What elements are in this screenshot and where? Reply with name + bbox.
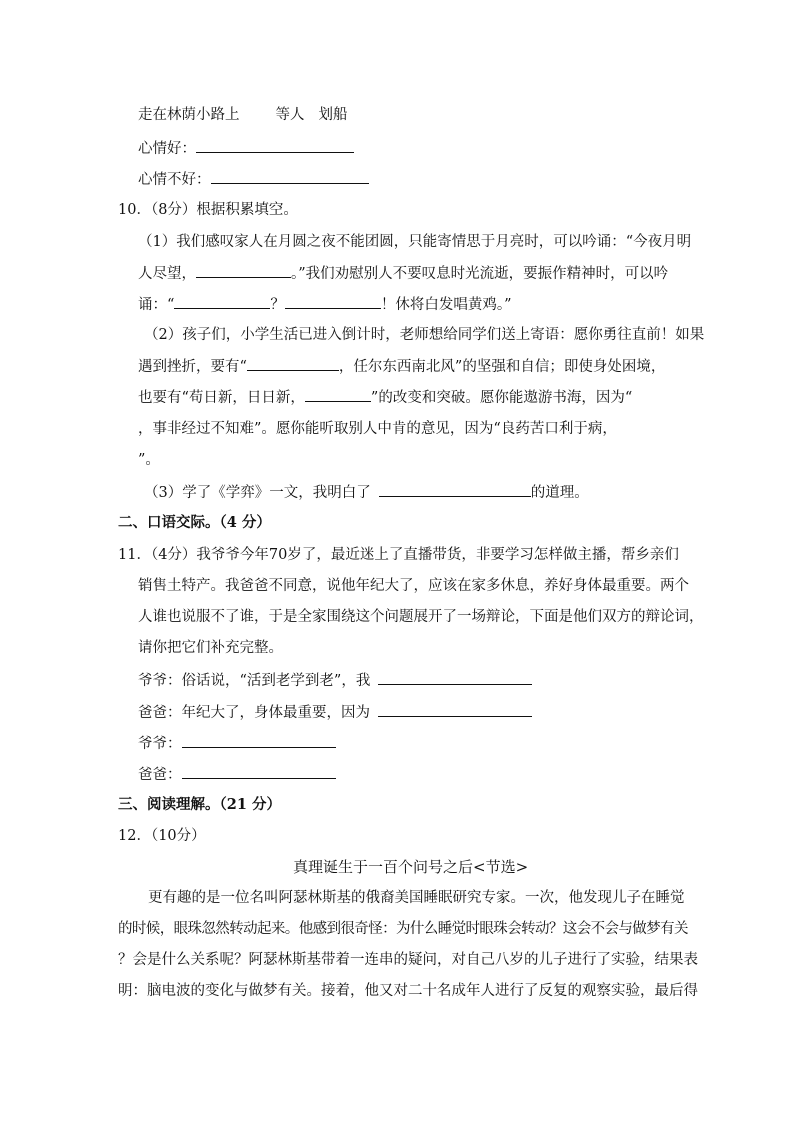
mood-good-line [138, 138, 354, 159]
section2-header: 二、口语交际。（4 分） [118, 514, 271, 531]
q11-line3: 人谁也说服不了谁，于是全家围绕这个问题展开了一场辩论，下面是他们双方的辩论词， [138, 609, 704, 625]
dad-line-2 [138, 764, 336, 785]
text: 爷爷： [138, 736, 182, 752]
text: 也要有“苟日新，日日新， [138, 390, 305, 406]
mood-bad-line [138, 169, 369, 190]
q11-line1: 11．（4分）我爷爷今年70岁了，最近迷上了直播带货，非要学习怎样做主播，帮乡亲们 [118, 547, 679, 563]
q10-p2-line5: ”。 [138, 452, 160, 468]
q10-p1-line2 [138, 263, 668, 284]
text: ，任尔东西南北风”的坚强和自信；即使身处困境， [338, 359, 666, 375]
text: 爷爷：俗话说，“活到老学到老”，我 [138, 673, 371, 689]
option-text: 划船 [318, 107, 348, 123]
q10-p1-line1: （1）我们感叹家人在月圆之夜不能团圆，只能寄情思于月亮时，可以吟诵：“今夜月明 [138, 234, 692, 250]
answer-blank[interactable] [285, 294, 381, 309]
q10-p2-line3 [138, 387, 632, 408]
answer-blank[interactable] [182, 764, 336, 779]
options-line [138, 105, 348, 125]
answer-blank[interactable] [378, 702, 532, 717]
answer-blank[interactable] [379, 482, 531, 497]
q11-line4: 请你把它们补充完整。 [138, 640, 283, 656]
q10-header: 10．（8分）根据积累填空。 [118, 202, 298, 218]
text: ”的改变和突破。愿你能遨游书海，因为“ [370, 390, 633, 406]
passage-line1: 更有趣的是一位名叫阿瑟林斯基的俄裔美国睡眠研究专家。一次，他发现儿子在睡觉 [148, 890, 685, 906]
passage-line2: 的时候，眼珠忽然转动起来。他感到很奇怪：为什么睡觉时眼珠会转动？这会不会与做梦有关 [118, 921, 688, 937]
q10-p2-line1: （2）孩子们，小学生活已进入倒计时，老师想给同学们送上寄语：愿你勇往直前！如果 [144, 327, 705, 343]
q10-p1-line3 [138, 294, 512, 315]
text: （3）学了《学弈》一文，我明白了 [144, 485, 371, 501]
grandpa-line-2 [138, 733, 336, 754]
q10-p2-line2 [138, 356, 665, 377]
option-text: 等人 [275, 107, 305, 123]
text: 遇到挫折，要有“ [138, 359, 247, 375]
mood-bad-label: 心情不好： [138, 172, 211, 188]
text: 爸爸：年纪大了，身体最重要，因为 [138, 705, 370, 721]
answer-blank[interactable] [247, 356, 339, 371]
q12-header: 12．（10分） [118, 828, 206, 844]
answer-blank[interactable] [378, 670, 532, 685]
text: ？ [270, 297, 285, 313]
option-text: 走在林荫小路上 [138, 107, 240, 123]
dad-line-1 [138, 702, 532, 723]
answer-blank[interactable] [182, 733, 336, 748]
text: 。”我们劝慰别人不要叹息时光流逝，要振作精神时，可以吟 [291, 266, 669, 282]
text: 人尽望， [138, 266, 196, 282]
answer-blank[interactable] [196, 138, 354, 153]
text: ！休将白发唱黄鸡。” [380, 297, 512, 313]
passage-title: 真理诞生于一百个问号之后<节选> [293, 858, 529, 876]
passage-line4: 明：脑电波的变化与做梦有关。接着，他又对二十名成年人进行了反复的观察实验，最后得 [118, 983, 698, 999]
answer-blank[interactable] [211, 169, 369, 184]
q11-line2: 销售土特产。我爸爸不同意，说他年纪大了，应该在家多休息，养好身体最重要。两个 [138, 578, 689, 594]
answer-blank[interactable] [305, 387, 371, 402]
q10-p3-line [144, 482, 589, 503]
q10-p2-line4: ，事非经过不知难”。愿你能听取别人中肯的意见，因为“良药苦口利于病， [138, 421, 617, 437]
text: 爸爸： [138, 767, 182, 783]
text: 的道理。 [530, 485, 589, 501]
grandpa-line-1 [138, 670, 532, 691]
section3-header: 三、阅读理解。（21 分） [118, 796, 281, 813]
answer-blank[interactable] [196, 263, 291, 278]
passage-line3: ？会是什么关系呢？阿瑟林斯基带着一连串的疑问，对自己八岁的儿子进行了实验，结果表 [118, 952, 698, 968]
text: 诵：“ [138, 297, 175, 313]
mood-good-label: 心情好： [138, 141, 196, 157]
answer-blank[interactable] [174, 294, 270, 309]
